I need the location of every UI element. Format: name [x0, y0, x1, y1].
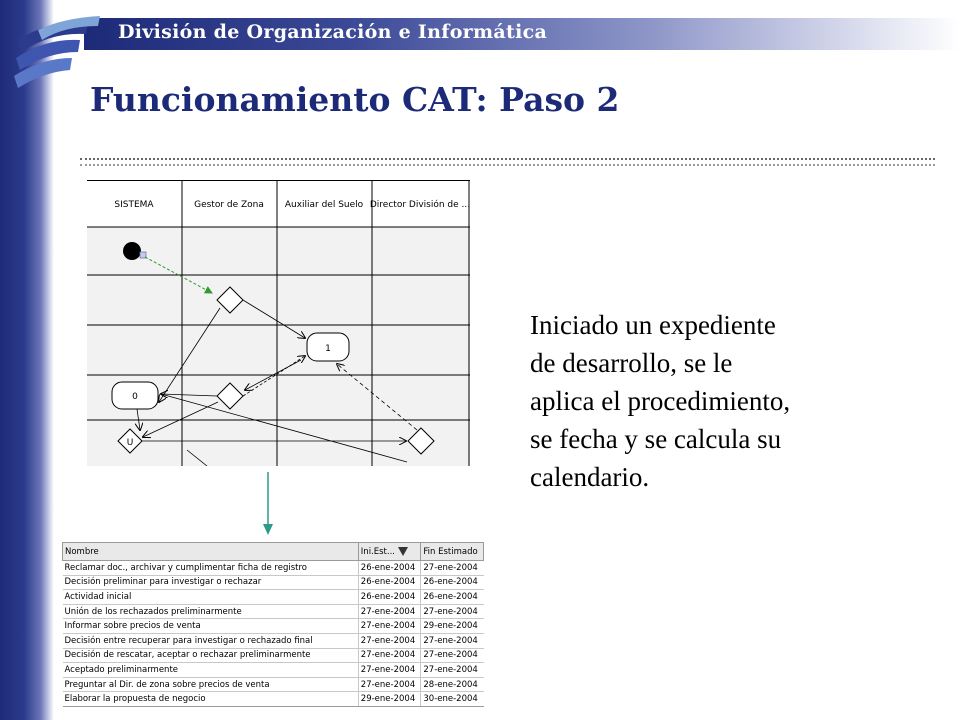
- cell-start: 27-ene-2004: [358, 663, 421, 678]
- table-header-row: [63, 543, 484, 561]
- cell-start: 27-ene-2004: [358, 633, 421, 648]
- cell-start: 29-ene-2004: [358, 692, 421, 707]
- cell-name: Decisión preliminar para investigar o rechazar: [63, 575, 359, 590]
- cell-end: 27-ene-2004: [421, 633, 484, 648]
- lane-label-gestor: Gestor de Zona: [194, 200, 264, 210]
- decision-diamond-2[interactable]: [217, 383, 243, 409]
- table-row[interactable]: [63, 677, 484, 692]
- cell-name: Aceptado preliminarmente: [63, 663, 359, 678]
- cell-end: 30-ene-2004: [421, 692, 484, 707]
- state-node-1-label: 1: [325, 344, 331, 354]
- merge-diamond-u-label: U: [126, 438, 134, 448]
- description-line: se fecha y se calcula su: [530, 424, 782, 454]
- cell-start: 27-ene-2004: [358, 604, 421, 619]
- lane-label-sistema: SISTEMA: [114, 200, 154, 210]
- cell-end: 27-ene-2004: [421, 663, 484, 678]
- cell-end: 29-ene-2004: [421, 619, 484, 634]
- cell-end: 27-ene-2004: [421, 648, 484, 663]
- start-node[interactable]: [123, 242, 141, 260]
- lane-label-director: Director División de ...: [369, 200, 470, 210]
- cell-name: Decisión entre recuperar para investigar o rechazado final: [63, 633, 359, 648]
- cell-start: 27-ene-2004: [358, 619, 421, 634]
- cell-start: 26-ene-2004: [358, 561, 421, 576]
- cell-end: 26-ene-2004: [421, 590, 484, 605]
- column-header-end[interactable]: Fin Estimado: [421, 543, 484, 561]
- description-line: de desarrollo, se le: [530, 348, 733, 378]
- page-title: Funcionamiento CAT: Paso 2: [90, 80, 620, 119]
- down-arrow-icon: [260, 472, 280, 537]
- title-divider: [80, 158, 935, 166]
- connector-lower-exit[interactable]: [187, 450, 207, 466]
- cell-name: Decisión de rescatar, aceptar o rechazar preliminarmente: [63, 648, 359, 663]
- header-organization-text: División de Organización e Informática: [118, 21, 548, 43]
- cell-start: 26-ene-2004: [358, 575, 421, 590]
- description-line: aplica el procedimiento,: [530, 386, 791, 416]
- connector-diamond1-state1[interactable]: [243, 300, 305, 338]
- column-header-start-label: Ini.Est...: [360, 546, 395, 557]
- description-text: [530, 306, 900, 496]
- table-row[interactable]: [63, 575, 484, 590]
- table-row[interactable]: [63, 633, 484, 648]
- cell-name: Reclamar doc., archivar y cumplimentar ficha de registro: [63, 561, 359, 576]
- cell-end: 28-ene-2004: [421, 677, 484, 692]
- table-row[interactable]: [63, 590, 484, 605]
- column-header-start[interactable]: [358, 543, 421, 561]
- cell-end: 26-ene-2004: [421, 575, 484, 590]
- decision-diamond-1[interactable]: [217, 287, 243, 313]
- connector-diamond2-state1[interactable]: [243, 356, 305, 396]
- connector-diamond2-state0[interactable]: [161, 394, 217, 396]
- connector-diamond1-state0[interactable]: [159, 308, 220, 402]
- cell-name: Unión de los rechazados preliminarmente: [63, 604, 359, 619]
- cell-name: Informar sobre precios de venta: [63, 619, 359, 634]
- table-row[interactable]: [63, 561, 484, 576]
- table-row[interactable]: [63, 648, 484, 663]
- cell-end: 27-ene-2004: [421, 604, 484, 619]
- table-row[interactable]: [63, 663, 484, 678]
- column-header-name[interactable]: Nombre: [63, 543, 359, 561]
- sort-descending-icon[interactable]: [398, 547, 408, 556]
- lane-label-auxiliar: Auxiliar del Suelo: [284, 200, 364, 210]
- state-node-0-label: 0: [132, 392, 138, 402]
- description-line: Iniciado un expediente: [530, 310, 776, 340]
- cell-end: 27-ene-2004: [421, 561, 484, 576]
- table-row[interactable]: [63, 619, 484, 634]
- cell-name: Elaborar la propuesta de negocio: [63, 692, 359, 707]
- table-row[interactable]: [63, 604, 484, 619]
- description-line: calendario.: [530, 462, 650, 492]
- cell-name: Preguntar al Dir. de zona sobre precios de venta: [63, 677, 359, 692]
- activity-diagram[interactable]: [87, 180, 470, 466]
- cell-name: Actividad inicial: [63, 590, 359, 605]
- left-brand-bar: [0, 0, 54, 720]
- cell-start: 27-ene-2004: [358, 648, 421, 663]
- cell-start: 26-ene-2004: [358, 590, 421, 605]
- cell-start: 27-ene-2004: [358, 677, 421, 692]
- task-schedule-table[interactable]: [62, 542, 484, 707]
- table-row[interactable]: [63, 692, 484, 707]
- decision-diamond-3[interactable]: [408, 428, 434, 454]
- connector-state0-out[interactable]: [161, 394, 407, 462]
